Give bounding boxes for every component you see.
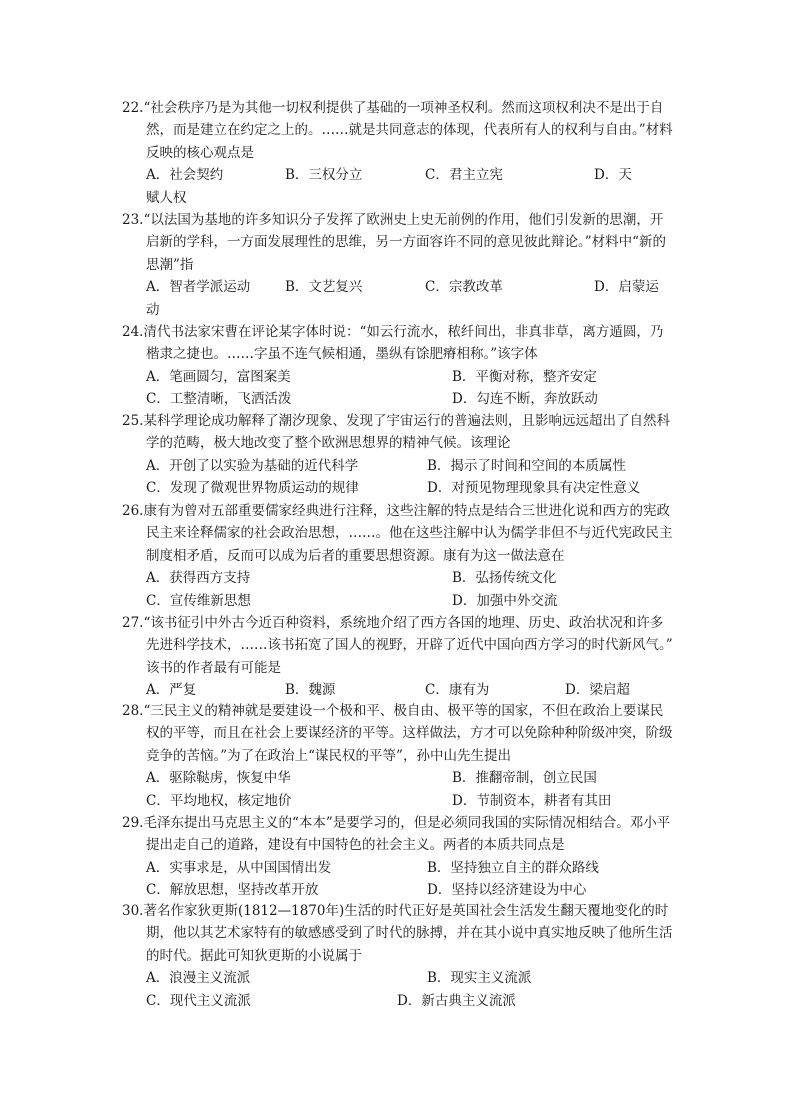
option-d: D．天 <box>594 167 632 184</box>
options <box>122 276 674 321</box>
question-23 <box>122 209 674 321</box>
question-number: 22. <box>122 100 144 116</box>
option-c: C．发现了微观世界物质运动的规律 <box>146 480 359 497</box>
question-number: 25. <box>122 413 144 429</box>
question-number: 30. <box>122 903 144 919</box>
option-b: B．三权分立 <box>285 167 363 184</box>
question-stem: 29.毛泽东提出马克思主义的“本本”是要学习的，但是必须同我国的实际情况相结合。邓小平提出走自己的道路，建设有中国特色的社会主义。两者的本质共同点是 <box>122 815 671 854</box>
question-29 <box>122 812 674 902</box>
question-26 <box>122 500 674 612</box>
options <box>122 767 674 812</box>
question-stem: 30.著名作家狄更斯(1812—1870年)生活的时代正好是英国社会生活发生翻天覆地变化的时期，他以其艺术家特有的敏感感受到了时代的脉搏，并在其小说中真实地反映了他所生活的时代。据此可知狄更斯的小说属于 <box>122 903 673 964</box>
option-c: C．宣传维新思想 <box>146 592 251 609</box>
question-stem: 28.“三民主义的精神就是要建设一个极和平、极自由、极平等的国家，不但在政治上要谋民权的平等，而且在社会上要谋经济的平等。这样做法，方才可以免除种种阶级冲突，阶级竞争的苦恼。”为了在政治上“谋民权的平等”，孙中山先生提出 <box>122 703 673 764</box>
option-c: C．平均地权，核定地价 <box>146 792 292 809</box>
option-d: D．新古典主义流派 <box>397 992 516 1009</box>
option-a: A．严复 <box>146 682 197 699</box>
option-d: D．梁启超 <box>565 682 630 699</box>
option-a: A．驱除鞑虏，恢复中华 <box>146 770 291 787</box>
options <box>122 857 674 902</box>
question-stem: 24.清代书法家宋曹在评论某字体时说：“如云行流水，秾纤间出，非真非草，离方遁圆，乃楷隶之捷也。……字虽不连气候相通，墨纵有馀肥瘠相称。”该字体 <box>122 324 664 363</box>
option-b: B．揭示了时间和空间的本质属性 <box>427 457 626 474</box>
question-27 <box>122 612 674 702</box>
question-25 <box>122 410 674 500</box>
options <box>122 967 674 1012</box>
option-d: D．加强中外交流 <box>452 592 558 609</box>
question-stem: 23.“以法国为基地的许多知识分子发挥了欧洲史上史无前例的作用，他们引发新的思潮，开启新的学科，一方面发展理性的思维，另一方面容许不同的意见彼此辩论。”材料中“新的思潮”指 <box>122 212 667 273</box>
option-c: C．君主立宪 <box>425 167 503 184</box>
options <box>122 164 674 209</box>
options <box>122 455 674 500</box>
question-24 <box>122 321 674 411</box>
question-22 <box>122 97 674 209</box>
option-b: B．弘扬传统文化 <box>452 570 557 587</box>
options <box>122 679 674 701</box>
option-b: B．魏源 <box>285 682 336 699</box>
option-c: C．宗教改革 <box>425 279 503 296</box>
question-stem: 26.康有为曾对五部重要儒家经典进行注释，这些注解的特点是结合三世进化说和西方的宪政民主来诠释儒家的社会政治思想，……。他在这些注解中认为儒学非但不与近代宪政民主制度相矛盾，反而可以成为后者的重要思想资源。康有为这一做法意在 <box>122 503 673 564</box>
question-number: 27. <box>122 615 144 631</box>
option-b: B．平衡对称，整齐安定 <box>452 368 597 385</box>
option-d-continued: 赋人权 <box>146 189 187 206</box>
option-a: A．实事求是，从中国国情出发 <box>146 859 332 876</box>
option-b: B．现实主义流派 <box>427 970 532 987</box>
question-stem: 27.“该书征引中外古今近百种资料，系统地介绍了西方各国的地理、历史、政治状况和许多先进科学技术，……该书拓宽了国人的视野，开辟了近代中国向西方学习的时代新风气。” 该书的作者最有可能是 <box>122 615 673 676</box>
option-a: A．笔画圆匀，富图案美 <box>146 368 291 385</box>
option-d: D．启蒙运 <box>594 279 659 296</box>
question-28 <box>122 700 674 812</box>
options <box>122 567 674 612</box>
question-stem: 25.某科学理论成功解释了潮汐现象、发现了宇宙运行的普遍法则，且影响远远超出了自然科学的范畴，极大地改变了整个欧洲思想界的精神气候。该理论 <box>122 413 670 452</box>
option-d: D．对预见物理现象具有决定性意义 <box>427 480 641 497</box>
question-number: 23. <box>122 212 144 228</box>
option-a: A．获得西方支持 <box>146 570 251 587</box>
option-b: B．坚持独立自主的群众路线 <box>427 859 599 876</box>
option-d: D．节制资本，耕者有其田 <box>452 792 612 809</box>
question-number: 24. <box>122 324 144 340</box>
option-a: A．社会契约 <box>146 167 224 184</box>
option-b: B．文艺复兴 <box>285 279 363 296</box>
option-c: C．解放思想，坚持改革开放 <box>146 882 319 899</box>
question-30 <box>122 900 674 1012</box>
option-c: C．康有为 <box>425 682 490 699</box>
option-a: A．智者学派运动 <box>146 279 251 296</box>
option-c: C．现代主义流派 <box>146 992 251 1009</box>
question-stem: 22.“社会秩序乃是为其他一切权利提供了基础的一项神圣权利。然而这项权利决不是出于自然，而是建立在约定之上的。……就是共同意志的体现，代表所有人的权利与自由。”材料反映的核心观点是 <box>122 100 673 161</box>
option-c: C．工整清晰，飞洒活泼 <box>146 391 292 408</box>
options <box>122 366 674 411</box>
option-a: A．开创了以实验为基础的近代科学 <box>146 457 359 474</box>
option-d: D．坚持以经济建设为中心 <box>427 882 587 899</box>
option-b: B．推翻帝制，创立民国 <box>452 770 597 787</box>
option-d-continued: 动 <box>146 301 160 318</box>
question-number: 26. <box>122 503 144 519</box>
option-d: D．勾连不断，奔放跃动 <box>452 391 598 408</box>
option-a: A．浪漫主义流派 <box>146 970 251 987</box>
question-number: 29. <box>122 815 144 831</box>
question-number: 28. <box>122 703 144 719</box>
